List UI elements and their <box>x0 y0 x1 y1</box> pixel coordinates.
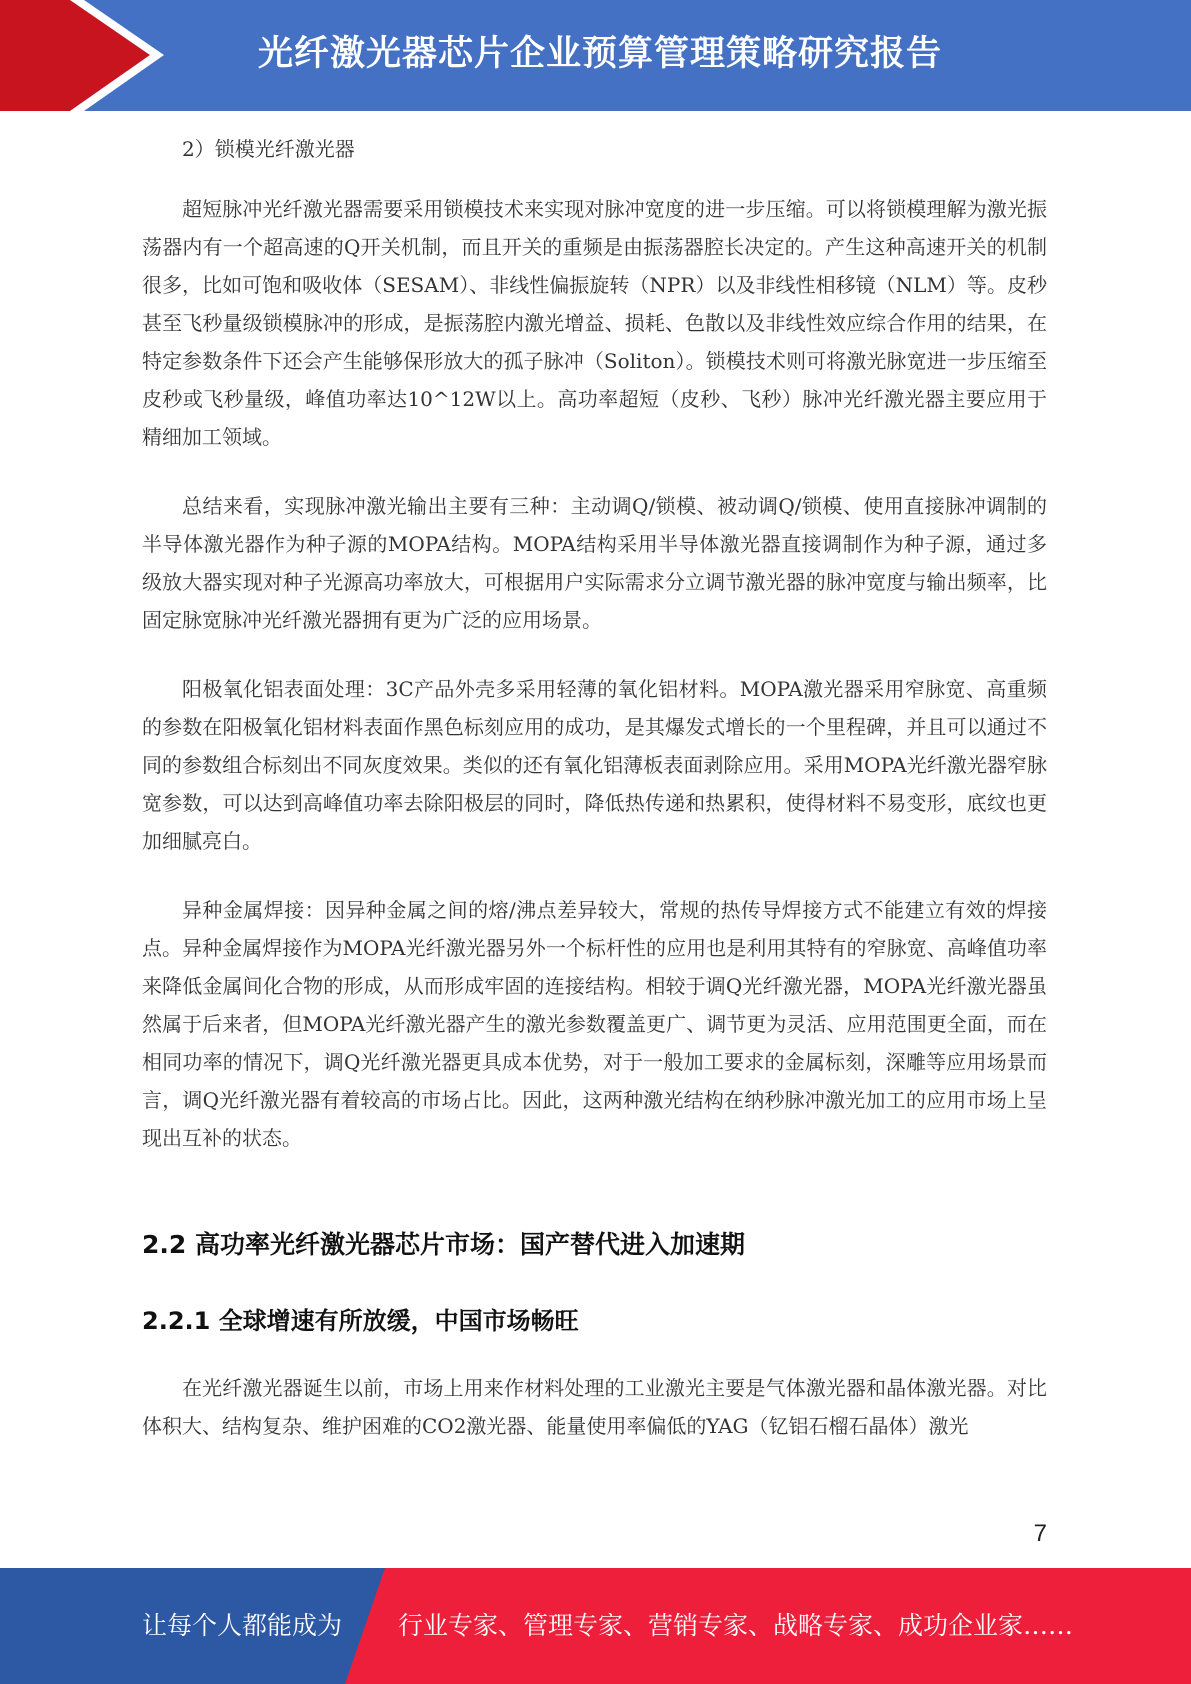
paragraph-mode-locking: 超短脉冲光纤激光器需要采用锁模技术来实现对脉冲宽度的进一步压缩。可以将锁模理解为激光振荡器内有一个超高速的Q开关机制，而且开关的重频是由振荡器腔长决定的。产生这种高速开关的机制很多，比如可饱和吸收体（SESAM）、非线性偏振旋转（NPR）以及非线性相移镜（NLM）等。皮秒甚至飞秒量级锁模脉冲的形成，是振荡腔内激光增益、损耗、色散以及非线性效应综合作用的结果，在特定参数条件下还会产生能够保形放大的孤子脉冲（Soliton）。锁模技术则可将激光脉宽进一步压缩至皮秒或飞秒量级，峰值功率达10^12W以上。高功率超短（皮秒、飞秒）脉冲光纤激光器主要应用于精细加工领域。 <box>142 197 1047 449</box>
paragraph-anodized-aluminum: 阳极氧化铝表面处理：3C产品外壳多采用轻薄的氧化铝材料。MOPA激光器采用窄脉宽、高重频的参数在阳极氧化铝材料表面作黑色标刻应用的成功，是其爆发式增长的一个里程碑，并且可以通过不同的参数组合标刻出不同灰度效果。类似的还有氧化铝薄板表面剥除应用。采用MOPA光纤激光器窄脉宽参数，可以达到高峰值功率去除阳极层的同时，降低热传递和热累积，使得材料不易变形，底纹也更加细腻亮白。 <box>142 677 1047 853</box>
section-title: 2.2 高功率光纤激光器芯片市场：国产替代进入加速期 <box>142 1230 745 1259</box>
footer-slogan-right: 行业专家、管理专家、营销专家、战略专家、成功企业家…… <box>398 1611 1074 1640</box>
paragraph-dissimilar-welding: 异种金属焊接：因异种金属之间的熔/沸点差异较大，常规的热传导焊接方式不能建立有效的焊接点。异种金属焊接作为MOPA光纤激光器另外一个标杆性的应用也是利用其特有的窄脉宽、高峰值功率来降低金属间化合物的形成，从而形成牢固的连接结构。相较于调Q光纤激光器，MOPA光纤激光器虽然属于后来者，但MOPA光纤激光器产生的激光参数覆盖更广、调节更为灵活、应用范围更全面，而在相同功率的情况下，调Q光纤激光器更具成本优势，对于一般加工要求的金属标刻，深雕等应用场景而言，调Q光纤激光器有着较高的市场占比。因此，这两种激光结构在纳秒脉冲激光加工的应用市场上呈现出互补的状态。 <box>142 898 1047 1150</box>
subheading-mode-locked: 2）锁模光纤激光器 <box>182 137 355 161</box>
subsection-title: 2.2.1 全球增速有所放缓，中国市场畅旺 <box>142 1307 579 1335</box>
document-body <box>142 130 1047 1476</box>
page-header <box>0 0 1191 111</box>
paragraph-summary: 总结来看，实现脉冲激光输出主要有三种：主动调Q/锁模、被动调Q/锁模、使用直接脉冲调制的半导体激光器作为种子源的MOPA结构。MOPA结构采用半导体激光器直接调制作为种子源，通过多级放大器实现对种子光源高功率放大，可根据用户实际需求分立调节激光器的脉冲宽度与输出频率，比固定脉宽脉冲光纤激光器拥有更为广泛的应用场景。 <box>142 494 1047 632</box>
paragraph-intro: 在光纤激光器诞生以前，市场上用来作材料处理的工业激光主要是气体激光器和晶体激光器。对比体积大、结构复杂、维护困难的CO2激光器、能量使用率偏低的YAG（钇铝石榴石晶体）激光 <box>142 1376 1047 1438</box>
footer-slogan-left: 让每个人都能成为 <box>142 1611 343 1640</box>
report-title: 光纤激光器芯片企业预算管理策略研究报告 <box>258 34 943 74</box>
page-number: 7 <box>1033 1520 1047 1547</box>
page-footer <box>0 1568 1191 1684</box>
